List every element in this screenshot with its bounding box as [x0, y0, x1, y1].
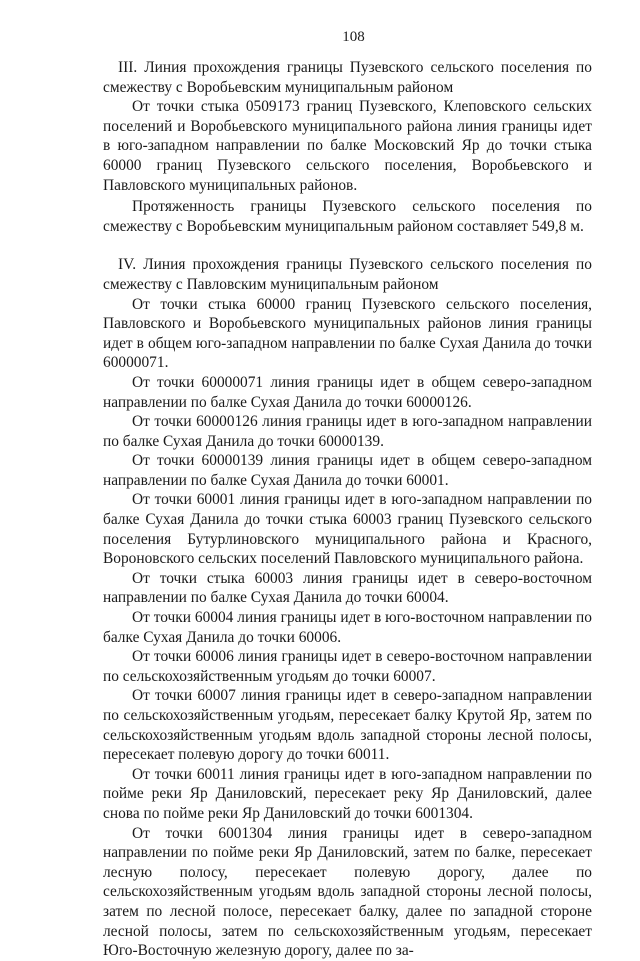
paragraph: Протяженность границы Пузевского сельского поселения по смежеству с Воробьевским муниципальным районом составляет 549,8 м.: [103, 198, 592, 235]
paragraph: От точки стыка 60003 линия границы идет в северо-восточном направлении по балке Сухая Данила до точки 60004.: [103, 569, 592, 607]
section-4: [103, 255, 592, 960]
paragraph: От точки 60000126 линия границы идет в юго-западном направлении по балке Сухая Данила до точки 60000139.: [103, 413, 592, 450]
paragraph: От точки стыка 0509173 границ Пузевского, Клеповского сельских поселений и Воробьевского муниципального района линия границы идет в юго-западном направлении по балке Московский Яр до точки стыка 60000 границ Пузевского сельского поселения, Воробьевского и Павловского муниципальных районов.: [103, 98, 592, 194]
paragraph: От точки 60000139 линия границы идет в общем северо-западном направлении по балке Сухая Данила до точки 60001.: [103, 452, 592, 489]
section-3-heading: III. Линия прохождения границы Пузевского сельского поселения по смежеству с Воробьевским муниципальным районом: [103, 59, 592, 96]
page-number: 108: [342, 29, 365, 45]
section-4-heading: IV. Линия прохождения границы Пузевского сельского поселения по смежеству с Павловским муниципальным районом: [103, 256, 592, 293]
paragraph: От точки 60007 линия границы идет в северо-западном направлении по сельскохозяйственным угодьям, пересекает балку Крутой Яр, затем по сельскохозяйственным угодьям вдоль западной стороны лесной полосы, пересекает полевую дорогу до точки 60011.: [103, 687, 592, 764]
paragraph: От точки 60006 линия границы идет в северо-восточном направлении по сельскохозяйственным угодьям до точки 60007.: [103, 648, 592, 685]
paragraph: От точки 60011 линия границы идет в юго-западном направлении по пойме реки Яр Даниловский, пересекает реку Яр Даниловский, далее снова по пойме реки Яр Даниловский до точки 6001304.: [103, 765, 592, 822]
paragraph: От точки стыка 60000 границ Пузевского сельского поселения, Павловского и Воробьевского муниципальных районов линия границы идет в общем юго-западном направлении по балке Сухая Данила до точки 60000071.: [103, 295, 592, 372]
paragraph: От точки 60004 линия границы идет в юго-восточном направлении по балке Сухая Данила до точки 60006.: [103, 609, 592, 646]
paragraph: От точки 60000071 линия границы идет в общем северо-западном направлении по балке Сухая Данила до точки 60000126.: [103, 373, 592, 411]
section-3: [103, 58, 592, 236]
paragraph: От точки 60001 линия границы идет в юго-западном направлении по балке Сухая Данила до точки стыка 60003 границ Пузевского сельского поселения Бутурлиновского муниципального района и Красного, Вороновского сельских поселений Павловского муниципального района.: [103, 491, 592, 568]
paragraph: От точки 6001304 линия границы идет в северо-западном направлении по пойме реки Яр Даниловский, затем по балке, пересекает лесную полосу, пересекает полевую дорогу, далее по сельскохозяйственным угодьям вдоль западной стороны лесной полосы, затем по лесной полосе, пересекает балку, далее по западной стороне лесной полосы, затем по сельскохозяйственным угодьям, пересекает Юго-Восточную железную дорогу, далее по за-: [103, 824, 592, 960]
